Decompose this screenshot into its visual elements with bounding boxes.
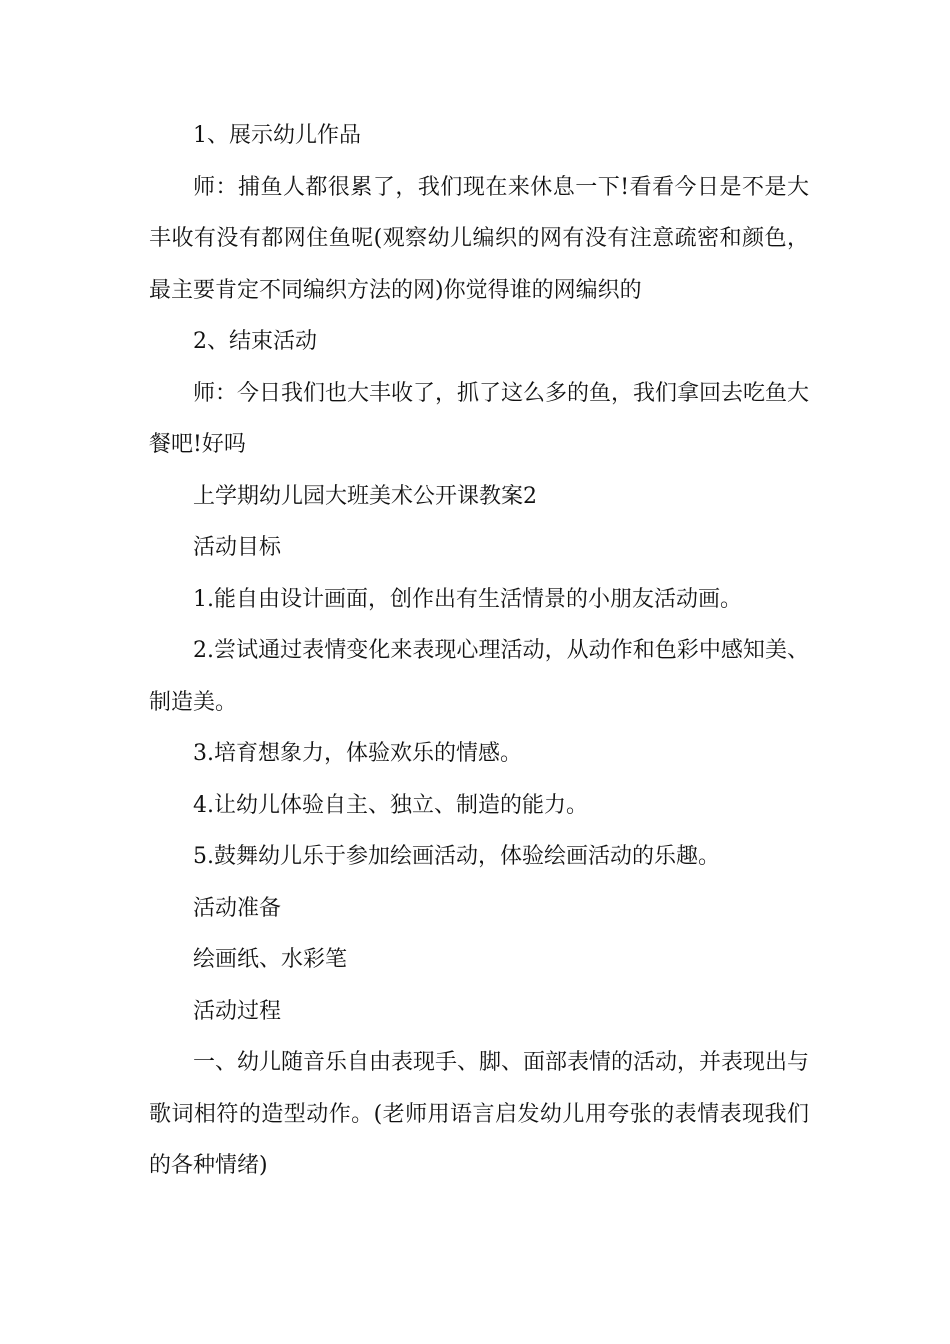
list-item: 4.让幼儿体验自主、独立、制造的能力。 <box>193 792 588 818</box>
paragraph: 师：今日我们也大丰收了，抓了这么多的鱼，我们拿回去吃鱼大餐吧!好吗 <box>149 380 810 457</box>
list-item: 2.尝试通过表情变化来表现心理活动，从动作和色彩中感知美、制造美。 <box>149 638 809 715</box>
list-item: 1.能自由设计画面，创作出有生活情景的小朋友活动画。 <box>193 586 742 612</box>
paragraph: 师：捕鱼人都很累了，我们现在来休息一下!看看今日是不是大丰收有没有都网住鱼呢(观察幼儿编织的网有没有注意疏密和颜色，最主要肯定不同编织方法的网)你觉得谁的网编织的 <box>149 174 809 303</box>
document-body <box>149 110 809 1192</box>
section-heading: 活动目标 <box>193 535 282 560</box>
document-title: 上学期幼儿园大班美术公开课教案2 <box>193 483 537 509</box>
section-heading: 1、展示幼儿作品 <box>193 123 361 148</box>
paragraph: 绘画纸、水彩笔 <box>193 947 348 972</box>
paragraph: 一、幼儿随音乐自由表现手、脚、面部表情的活动，并表现出与歌词相符的造型动作。(老师用语言启发幼儿用夸张的表情表现我们的各种情绪) <box>149 1050 810 1178</box>
section-heading: 活动过程 <box>193 998 282 1024</box>
list-item: 3.培育想象力，体验欢乐的情感。 <box>193 741 522 766</box>
list-item: 5.鼓舞幼儿乐于参加绘画活动，体验绘画活动的乐趣。 <box>193 844 720 869</box>
section-heading: 2、结束活动 <box>193 329 317 354</box>
section-heading: 活动准备 <box>193 895 282 921</box>
